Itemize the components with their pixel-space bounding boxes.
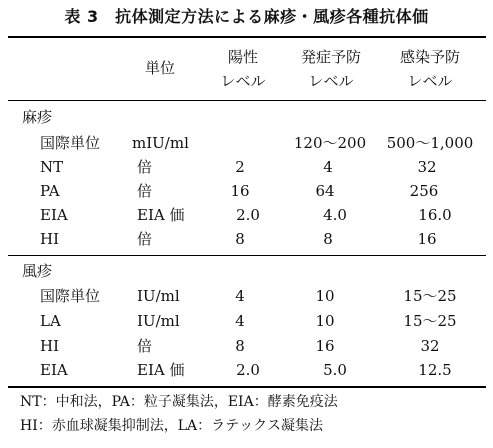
row-unit: 倍 (137, 230, 153, 248)
section-label-measles: 麻疹 (22, 108, 53, 126)
row-method: HI (40, 230, 60, 248)
row-infection: 15～25 (403, 312, 457, 330)
header-prevention-1: 発症予防 (300, 48, 362, 66)
row-unit: mIU/ml (132, 134, 189, 152)
section-rule (8, 255, 486, 256)
row-infection: 256 (409, 182, 439, 200)
row-method: EIA (40, 206, 68, 224)
row-unit: 倍 (137, 337, 153, 355)
row-method: 国際単位 (40, 287, 101, 305)
row-infection: 16 (417, 230, 437, 248)
row-positive: 8 (235, 337, 245, 355)
row-unit: 倍 (137, 158, 153, 176)
row-infection: 16.0 (418, 206, 452, 224)
row-infection: 32 (420, 337, 440, 355)
row-positive: 2.0 (236, 206, 260, 224)
header-positive-1: 陽性 (227, 48, 259, 66)
row-unit: 倍 (137, 182, 153, 200)
row-method: PA (40, 182, 60, 200)
top-rule (8, 36, 486, 38)
header-infection-1: 感染予防 (399, 48, 461, 66)
row-positive: 2.0 (236, 361, 260, 379)
row-infection: 15～25 (403, 287, 457, 305)
row-positive: 4 (235, 312, 245, 330)
row-positive: 2 (235, 158, 245, 176)
row-prevention: 16 (315, 337, 335, 355)
row-prevention: 10 (315, 312, 335, 330)
row-prevention: 4.0 (323, 206, 347, 224)
row-method: 国際単位 (40, 134, 101, 152)
footnote-line-1: NT：中和法，PA：粒子凝集法，EIA：酵素免疫法 (20, 394, 338, 410)
row-prevention: 8 (323, 230, 333, 248)
header-rule (8, 100, 486, 101)
row-infection: 12.5 (418, 361, 452, 379)
header-infection-2: レベル (407, 72, 453, 90)
row-prevention: 64 (315, 182, 335, 200)
footnote-line-2: HI：赤血球凝集抑制法，LA：ラテックス凝集法 (20, 418, 324, 434)
bottom-rule (8, 386, 486, 388)
row-method: EIA (40, 361, 68, 379)
header-prevention-2: レベル (308, 72, 354, 90)
row-infection: 32 (417, 158, 437, 176)
section-label-rubella: 風疹 (22, 262, 53, 280)
row-positive: 4 (235, 287, 245, 305)
row-infection: 500～1,000 (386, 134, 474, 152)
row-prevention: 120～200 (293, 134, 367, 152)
row-prevention: 5.0 (323, 361, 347, 379)
row-method: LA (40, 312, 61, 330)
row-prevention: 4 (323, 158, 333, 176)
row-unit: IU/ml (137, 312, 180, 330)
header-positive-2: レベル (220, 72, 266, 90)
table-title: 表 3 抗体測定方法による麻疹・風疹各種抗体価 (64, 7, 429, 26)
header-unit: 単位 (144, 59, 176, 77)
row-method: HI (40, 337, 60, 355)
row-method: NT (40, 158, 64, 176)
row-unit: IU/ml (137, 287, 180, 305)
row-unit: EIA 価 (137, 361, 185, 379)
row-prevention: 10 (315, 287, 335, 305)
row-positive: 8 (235, 230, 245, 248)
row-unit: EIA 価 (137, 206, 185, 224)
row-positive: 16 (230, 182, 250, 200)
